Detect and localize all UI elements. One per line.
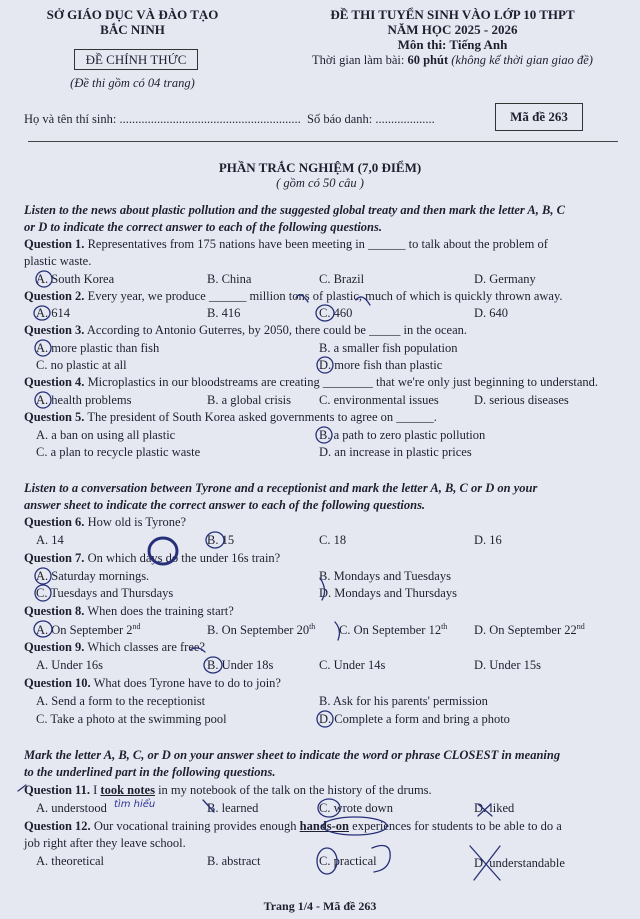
instruction-1-line-1: Listen to the news about plastic pollution and the suggested global treaty and then mark the letter A, B, C	[24, 203, 565, 217]
q2-option-d: D. 640	[474, 306, 509, 320]
q5-option-c: C. a plan to recycle plastic waste	[36, 445, 201, 459]
q6-option-c: C. 18	[319, 533, 347, 547]
q8-option-d-sup: nd	[576, 622, 585, 631]
answer-circle-q4	[35, 392, 51, 408]
instruction-3-line-2: to the underlined part in the following questions.	[24, 765, 276, 779]
answer-circle-q11	[318, 799, 340, 817]
q9-option-d: D. Under 15s	[474, 658, 542, 672]
question-10-label: Question 10.	[24, 676, 91, 690]
question-8-label: Question 8.	[24, 604, 85, 618]
q6-option-b: B. 15	[207, 533, 235, 547]
question-8-text: When does the training start?	[87, 604, 234, 618]
time-value: 60 phút	[407, 53, 449, 67]
q7-option-c: C. Tuesdays and Thursdays	[36, 586, 174, 600]
q5-option-b: B. a path to zero plastic pollution	[319, 428, 486, 442]
exam-code-box: Mã đề 263	[495, 103, 583, 131]
answer-circle-q2	[34, 306, 50, 320]
answer-circle-q9	[204, 657, 222, 673]
question-4-text: Microplastics in our bloodstreams are creating ________ that we're only just beginning to understand.	[87, 375, 599, 389]
q5-option-d: D. an increase in plastic prices	[319, 445, 472, 459]
section-title: PHẦN TRẮC NGHIỆM (7,0 ĐIỂM)	[218, 160, 422, 175]
q11-option-a: A. understood	[36, 801, 107, 815]
pen-mark-q7	[320, 578, 325, 600]
question-1-cont: plastic waste.	[24, 254, 92, 268]
question-11-underlined: took notes	[100, 783, 155, 797]
q10-option-c: C. Take a photo at the swimming pool	[36, 712, 227, 726]
question-12-underlined: hands-on	[299, 819, 350, 833]
exam-title: ĐỀ THI TUYỂN SINH VÀO LỚP 10 THPT	[330, 7, 575, 22]
answer-circle-q7a	[35, 568, 51, 584]
instruction-2-line-1: Listen to a conversation between Tyrone and a receptionist and mark the letter A, B, C or D on your	[24, 481, 538, 495]
q4-option-d: D. serious diseases	[474, 393, 569, 407]
q2-option-c: C. 460	[319, 306, 353, 320]
school-year: NĂM HỌC 2025 - 2026	[387, 22, 518, 37]
question-3-label: Question 3.	[24, 323, 85, 337]
q7-option-a: A. Saturday mornings.	[36, 569, 150, 583]
pen-scribble-q12	[372, 846, 390, 872]
q8-option-d-text: D. On September 22	[474, 623, 577, 638]
pen-cross-q11d	[478, 804, 492, 816]
q10-option-d: D. Complete a form and bring a photo	[319, 712, 510, 726]
instruction-3-line-1: Mark the letter A, B, C, or D on your answer sheet to indicate the word or phrase CLOSEST in meaning	[24, 748, 561, 762]
pen-mark-q8	[335, 622, 339, 640]
q9-option-c: C. Under 14s	[319, 658, 386, 672]
q8-option-b-sup: th	[309, 622, 316, 631]
q1-option-c: C. Brazil	[319, 272, 365, 286]
q1-option-a: A. South Korea	[36, 272, 115, 286]
q8-option-a-text: A. On September 2	[36, 623, 133, 638]
q8-option-a-sup: nd	[132, 622, 141, 631]
question-1-text: Representatives from 175 nations have been meeting in ______ to talk about the problem of	[87, 237, 548, 251]
question-6-label: Question 6.	[24, 515, 85, 529]
q1-option-d: D. Germany	[474, 272, 536, 286]
q8-option-c-sup: th	[441, 622, 448, 631]
section-subtitle: ( gồm có 50 câu )	[276, 176, 364, 190]
question-5-label: Question 5.	[24, 410, 85, 424]
q11-option-b: B. learned	[207, 801, 259, 815]
question-11-post: in my notebook of the talk on the history of the drums.	[158, 783, 432, 797]
q12-option-a: A. theoretical	[36, 854, 105, 868]
q7-option-b: B. Mondays and Tuesdays	[319, 569, 451, 583]
answer-circle-q7c	[35, 585, 51, 601]
q10-option-b: B. Ask for his parents' permission	[319, 694, 488, 708]
q2-option-a: A. 614	[36, 306, 71, 320]
pen-slash-q11b	[203, 800, 214, 812]
q2-option-b: B. 416	[207, 306, 241, 320]
scribble-q7	[149, 538, 177, 564]
pen-circle-handson	[323, 817, 387, 835]
time-label: Thời gian làm bài:	[312, 53, 405, 67]
q3-option-c: C. no plastic at all	[36, 358, 127, 372]
candidate-name-field: Họ và tên thí sinh: ..........................................................	[24, 112, 301, 126]
q9-option-b: B. Under 18s	[207, 658, 274, 672]
pen-mark-q9	[190, 648, 205, 652]
q9-option-a: A. Under 16s	[36, 658, 104, 672]
question-2-label: Question 2.	[24, 289, 85, 303]
q1-option-b: B. China	[207, 272, 252, 286]
q6-option-a: A. 14	[36, 533, 64, 547]
answer-circle-q2c	[316, 305, 334, 321]
department-name: SỞ GIÁO DỤC VÀ ĐÀO TẠO	[46, 7, 219, 22]
question-3-text: According to Antonio Guterres, by 2050, there could be _____ in the ocean.	[86, 323, 467, 337]
pen-arc-q2	[296, 295, 308, 302]
q3-option-a: A. more plastic than fish	[36, 341, 160, 355]
pen-cross-q12d	[470, 846, 500, 880]
instruction-1-line-2: or D to indicate the correct answer to each of the following questions.	[24, 220, 382, 234]
question-5-text: The president of South Korea asked governments to agree on ______.	[87, 410, 437, 424]
q11-option-d: D. liked	[474, 801, 515, 815]
q11-option-c: C. wrote down	[319, 801, 393, 815]
question-4-label: Question 4.	[24, 375, 85, 389]
q4-option-c: C. environmental issues	[319, 393, 439, 407]
answer-circle-q1	[36, 271, 52, 287]
question-9-text: Which classes are free?	[87, 640, 205, 654]
q12-option-d: D. understandable	[474, 856, 565, 870]
page-count: (Đề thi gồm có 04 trang)	[70, 76, 195, 90]
q5-option-a: A. a ban on using all plastic	[36, 428, 176, 442]
answer-circle-q8	[34, 621, 52, 637]
question-1-label: Question 1.	[24, 237, 85, 251]
province-name: BẮC NINH	[100, 22, 165, 37]
q7-option-d: D. Mondays and Thursdays	[319, 586, 457, 600]
answer-circle-q10	[317, 711, 333, 727]
question-11-pre: I	[93, 783, 98, 797]
question-6-text: How old is Tyrone?	[87, 515, 187, 529]
question-9-label: Question 9.	[24, 640, 85, 654]
q3-option-d: D. more fish than plastic	[319, 358, 443, 372]
question-12-cont: job right after they leave school.	[24, 836, 186, 850]
q4-option-b: B. a global crisis	[207, 393, 292, 407]
pen-arc-q2b	[356, 297, 370, 305]
q8-option-c-text: C. On September 12	[339, 623, 442, 638]
question-11-label: Question 11.	[24, 783, 90, 797]
question-7-label: Question 7.	[24, 551, 85, 565]
question-10-text: What does Tyrone have to do to join?	[93, 676, 281, 690]
answer-circle-q5	[316, 427, 332, 443]
answer-circle-q12	[317, 848, 337, 874]
q10-option-a: A. Send a form to the receptionist	[36, 694, 206, 708]
q12-option-b: B. abstract	[207, 854, 261, 868]
q4-option-a: A. health problems	[36, 393, 132, 407]
answer-circle-q6	[206, 532, 224, 548]
q6-option-d: D. 16	[474, 533, 502, 547]
question-12-pre: Our vocational training provides enough	[93, 819, 297, 833]
question-12-label: Question 12.	[24, 819, 91, 833]
handwritten-note: tìm hiểu	[114, 799, 156, 810]
pen-tick-q11	[18, 785, 26, 791]
time-note: (không kể thời gian giao đề)	[451, 53, 593, 67]
question-7-text: On which days do the under 16s train?	[87, 551, 281, 565]
official-stamp: ĐỀ CHÍNH THỨC	[74, 49, 198, 70]
q12-option-c: C. practical	[319, 854, 377, 868]
answer-circle-q3	[35, 340, 51, 356]
instruction-2-line-2: answer sheet to indicate the correct answer to each of the following questions.	[24, 498, 426, 512]
subject: Môn thi: Tiếng Anh	[397, 37, 508, 52]
page-footer: Trang 1/4 - Mã đề 263	[263, 899, 377, 913]
candidate-number-field: Số báo danh: ...................	[307, 112, 435, 126]
question-2-text: Every year, we produce ______ million tons of plastic, much of which is quickly thrown away.	[87, 289, 563, 303]
q8-option-b-text: B. On September 20	[207, 623, 310, 638]
question-12-post: experiences for students to be able to do a	[352, 819, 562, 833]
answer-circle-q3d	[317, 357, 333, 373]
q3-option-b: B. a smaller fish population	[319, 341, 458, 355]
